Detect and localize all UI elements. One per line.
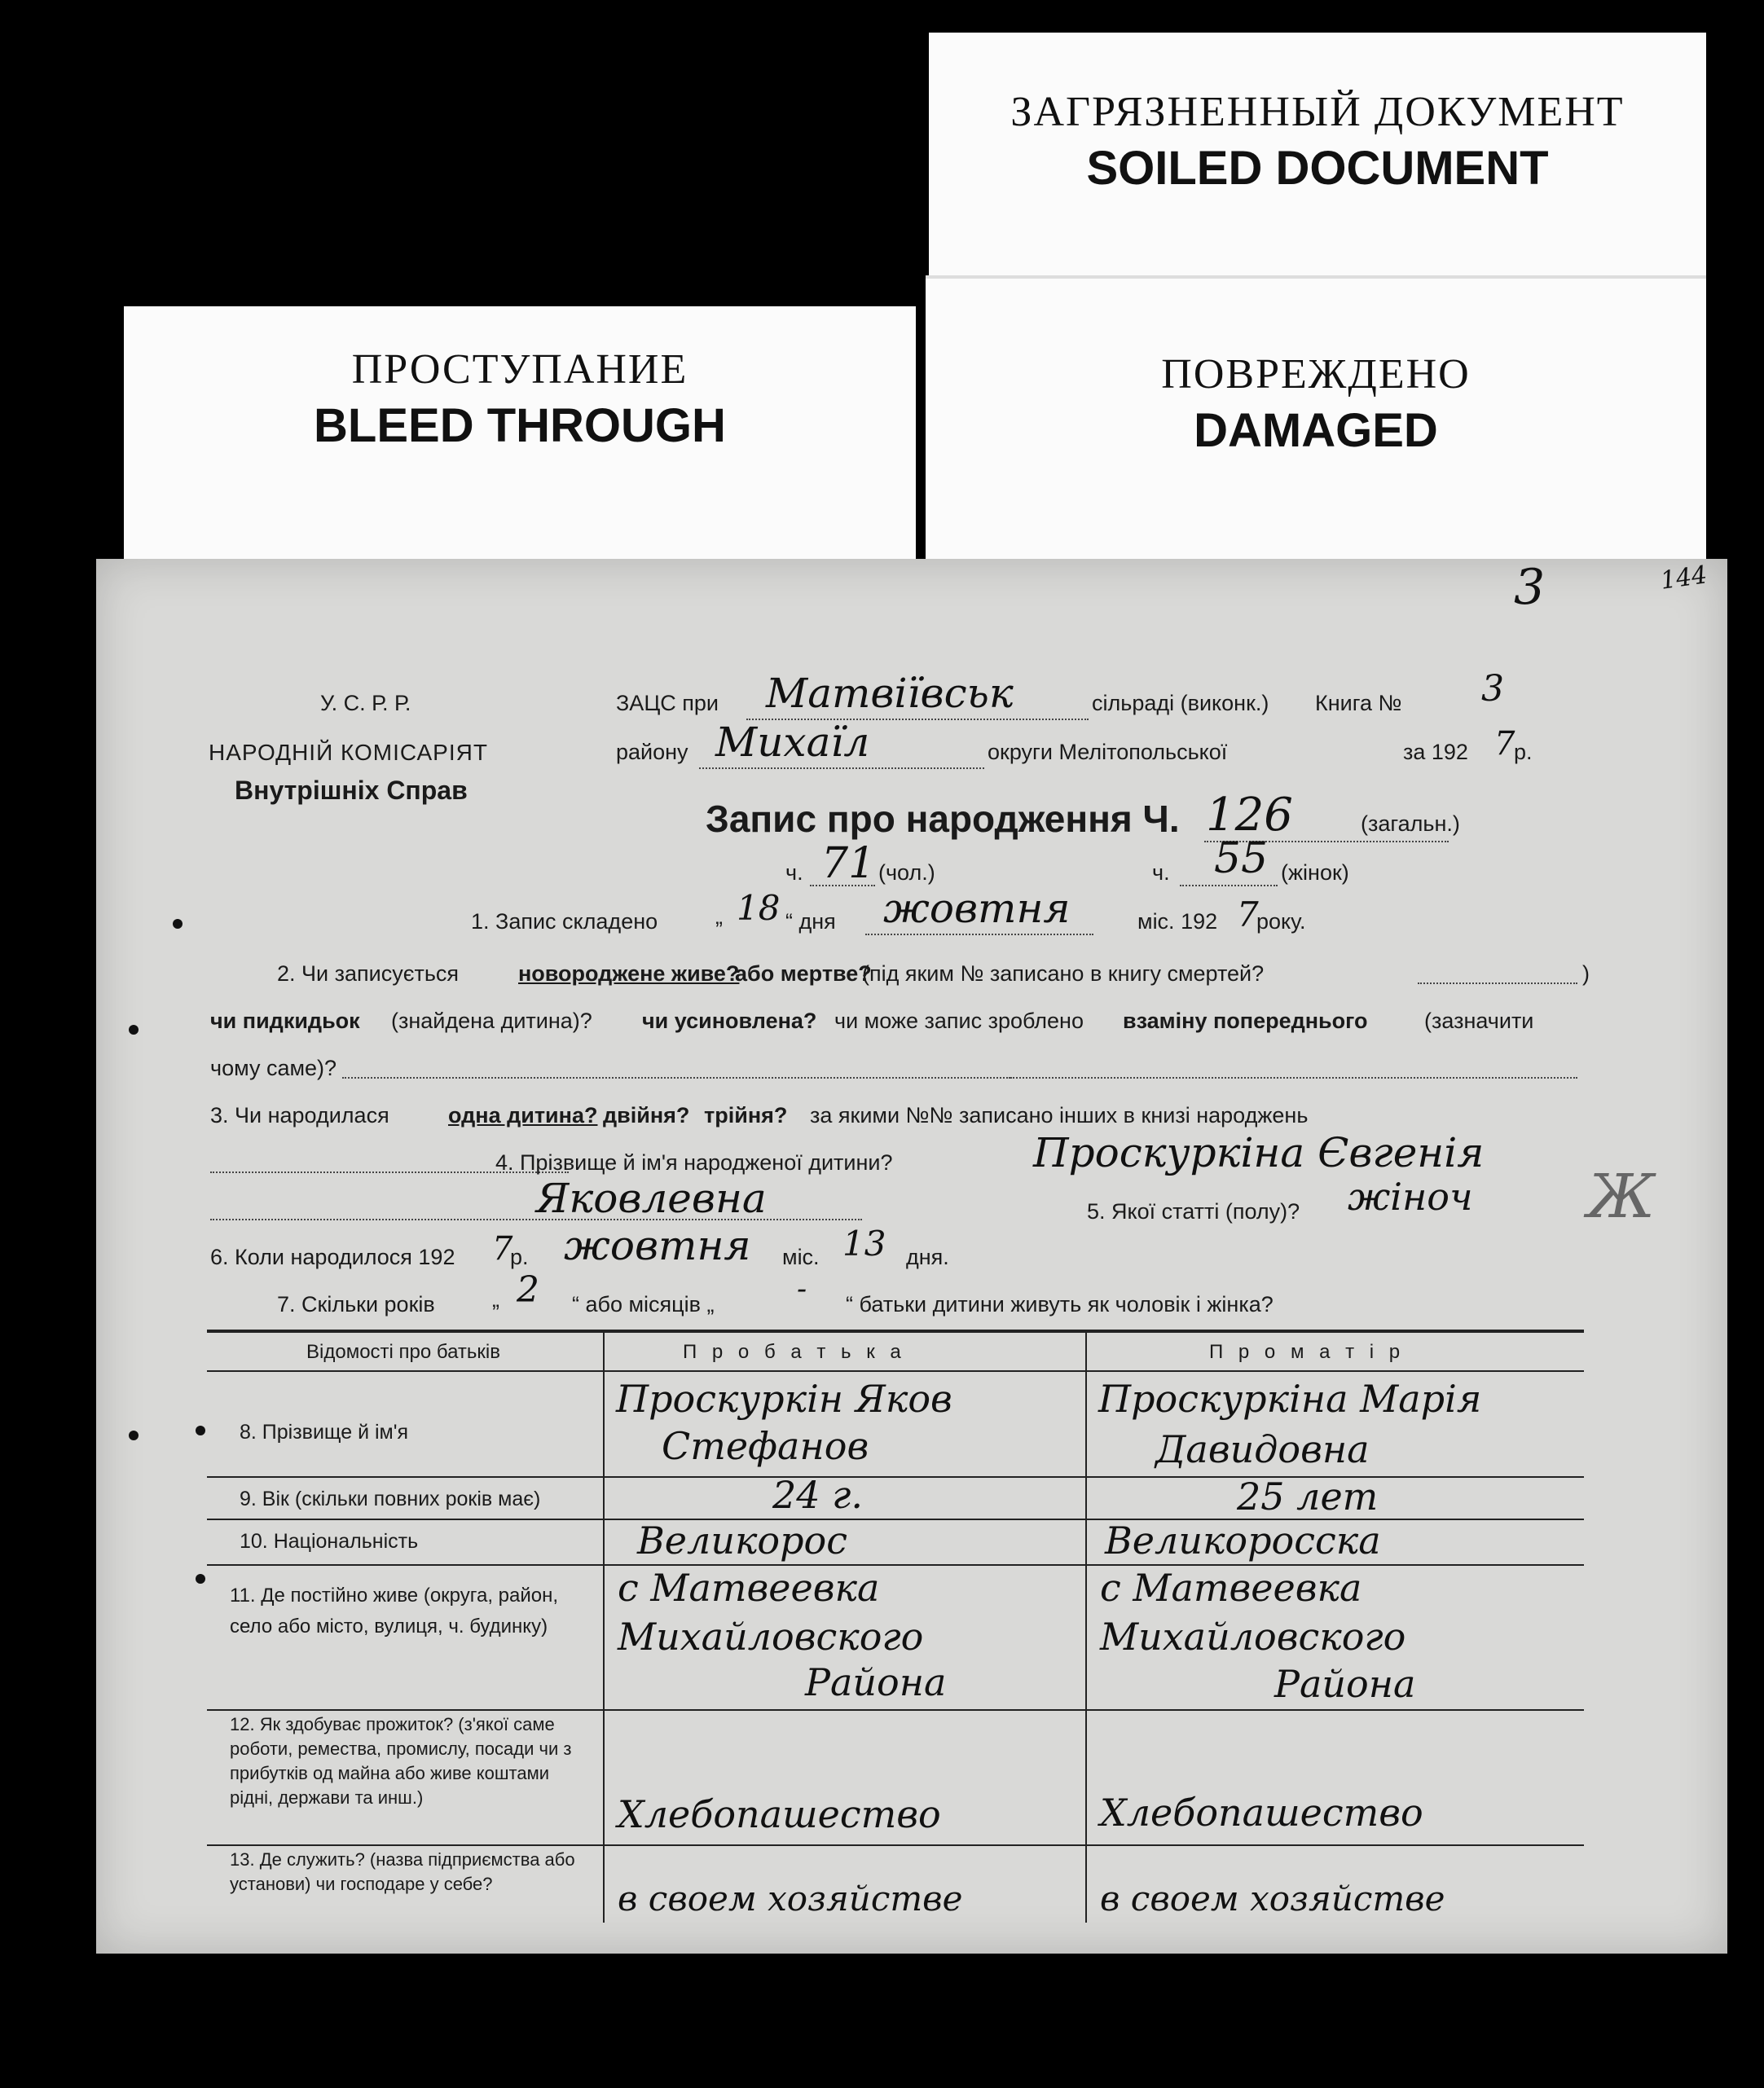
q3-one-child: одна дитина? — [448, 1103, 598, 1128]
q2-why-line-1 — [342, 1077, 1010, 1079]
q1-day-close: “ дня — [785, 909, 836, 934]
table-header-mother: П р о м а т і р — [1209, 1341, 1405, 1363]
q7-months: - — [797, 1273, 807, 1306]
q2-why: чому саме)? — [210, 1056, 337, 1080]
q7-years-open: „ — [492, 1287, 499, 1312]
row-label: 12. Як здобуває прожиток? (з'якої саме роботи, ремества, промислу, посади чи з прибутків од майна або живе коштами рідні, держави та инш.) — [230, 1714, 572, 1808]
q1-month-label: міс. 192 — [1137, 909, 1218, 934]
ussr-label: У. С. Р. Р. — [320, 691, 411, 715]
father-name-2: Стефанов — [662, 1424, 869, 1468]
male-ch: ч. — [785, 860, 803, 885]
table-divider-1 — [603, 1331, 605, 1923]
father-age: 24 г. — [772, 1473, 864, 1517]
father-nationality: Великорос — [637, 1519, 848, 1563]
q7-years: 2 — [517, 1269, 539, 1311]
q5-value: жіноч — [1348, 1175, 1473, 1219]
mother-nationality: Великоросска — [1105, 1519, 1381, 1563]
table-header-rule — [207, 1370, 1584, 1372]
table-divider-2 — [1085, 1331, 1087, 1923]
q3-numbers: за якими №№ записано інших в книзі народжень — [810, 1103, 1309, 1128]
q4-value-2: Яковлевна — [536, 1175, 767, 1222]
male-label: (чол.) — [878, 860, 935, 885]
q6-mis: міс. — [782, 1245, 820, 1269]
female-no-line — [1180, 885, 1278, 886]
q5-label: 5. Якої статті (полу)? — [1087, 1199, 1300, 1224]
q6-label: 6. Коли народилося 192 — [210, 1245, 455, 1269]
row-rule — [207, 1709, 1584, 1711]
bleed-through-card — [124, 306, 916, 575]
district-label: району — [616, 740, 688, 764]
general-label: (загальн.) — [1361, 811, 1460, 836]
q2-death-line — [1418, 982, 1577, 984]
q2-paren: ) — [1582, 961, 1590, 986]
punch-hole — [129, 1025, 139, 1035]
q1-year-suffix: року. — [1256, 909, 1306, 934]
corner-mark: 3 — [1514, 559, 1546, 616]
q1-day-open: „ — [715, 904, 723, 929]
mother-age: 25 лет — [1237, 1475, 1379, 1519]
father-residence-3: Района — [805, 1660, 947, 1704]
q1-label: 1. Запис складено — [471, 909, 658, 934]
q1-day: 18 — [737, 888, 781, 928]
year-digit: 7 — [1494, 725, 1515, 763]
punch-hole — [129, 1431, 139, 1440]
mother-residence-1: с Матвеевка — [1100, 1566, 1362, 1610]
female-label: (жінок) — [1281, 860, 1349, 885]
damaged-label-en: DAMAGED — [1194, 404, 1438, 457]
q5-margin-mark: Ж — [1587, 1162, 1656, 1232]
book-label: Книга № — [1315, 691, 1402, 715]
district-line — [699, 767, 984, 769]
q2-replacement: взаміну попереднього — [1123, 1009, 1368, 1033]
q7-years-close: “ або місяців „ — [572, 1292, 715, 1317]
q6-dnia: дня. — [906, 1245, 949, 1269]
council-label: сільраді (виконк.) — [1092, 691, 1269, 715]
q6-r: р. — [510, 1245, 529, 1269]
row-rule — [207, 1564, 1584, 1566]
damaged-label-ru: ПОВРЕЖДЕНО — [1161, 351, 1471, 398]
row-label: 11. Де постійно живе (округа, район, село або місто, вулиця, ч. будинку) — [230, 1585, 559, 1637]
q2-dead: або мертве? — [735, 961, 872, 986]
q2-specify: (зазначити — [1424, 1009, 1534, 1033]
row-rule — [207, 1844, 1584, 1846]
soiled-label-ru: ЗАГРЯЗНЕННЫЙ ДОКУМЕНТ — [1010, 89, 1625, 135]
table-header-info: Відомості про батьків — [306, 1341, 500, 1363]
punch-hole — [196, 1574, 205, 1584]
q1-month-line — [865, 934, 1093, 935]
q6-year-digit: 7 — [492, 1230, 513, 1268]
commissariat-label: НАРОДНІЙ КОМІСАРІЯТ — [209, 740, 488, 765]
record-title: Запис про народження Ч. — [706, 798, 1180, 840]
male-number: 71 — [821, 839, 876, 888]
father-residence-2: Михайловского — [618, 1615, 924, 1659]
year-suffix: р. — [1514, 740, 1533, 764]
mother-workplace: в своем хозяйстве — [1100, 1879, 1445, 1919]
book-number: 3 — [1481, 668, 1504, 710]
bleed-label-ru: ПРОСТУПАНИЕ — [351, 346, 688, 393]
female-number: 55 — [1214, 834, 1269, 883]
mother-name-1: Проскуркіна Марія — [1098, 1377, 1482, 1421]
q4-label: 4. Прізвище й ім'я народженої дитини? — [495, 1150, 893, 1175]
q6-day: 13 — [842, 1224, 886, 1264]
year-label: за 192 — [1403, 740, 1468, 764]
punch-hole — [196, 1426, 205, 1435]
q2-foundling: чи пидкидьок — [210, 1009, 360, 1033]
mother-name-2: Давидовна — [1155, 1427, 1370, 1471]
mother-residence-3: Района — [1274, 1662, 1416, 1706]
q2-found-child: (знайдена дитина)? — [391, 1009, 592, 1033]
q7-rest: “ батьки дитини живуть як чоловік і жінка? — [846, 1292, 1274, 1317]
zags-prefix: ЗАЦС при — [616, 691, 719, 715]
corner-number: 144 — [1658, 560, 1709, 596]
table-top-rule — [207, 1330, 1584, 1333]
mother-residence-2: Михайловского — [1100, 1615, 1406, 1659]
q6-month: жовтня — [564, 1222, 751, 1269]
q1-year-digit: 7 — [1237, 895, 1259, 934]
q2-adopted: чи усиновлена? — [642, 1009, 817, 1033]
q4-value-1: Проскуркіна Євгенія — [1033, 1129, 1485, 1176]
row-label: 10. Національність — [240, 1530, 419, 1553]
record-number: 126 — [1206, 789, 1293, 842]
row-label: 13. Де служить? (назва підприємства або установи) чи господаре у себе? — [230, 1849, 575, 1894]
father-name-1: Проскуркін Яков — [616, 1377, 952, 1421]
q1-month: жовтня — [883, 885, 1071, 932]
q2-death-book: (під яким № записано в книгу смертей? — [862, 961, 1265, 986]
q3-label: 3. Чи народилася — [210, 1103, 389, 1128]
bleed-label-en: BLEED THROUGH — [314, 399, 726, 452]
table-header-father: П р о б а т ь к а — [683, 1341, 906, 1363]
female-ch: ч. — [1152, 860, 1170, 885]
village-value: Матвіївськ — [766, 670, 1014, 717]
damaged-card — [926, 279, 1706, 569]
soiled-label-en: SOILED DOCUMENT — [1086, 142, 1549, 195]
q2-why-line-2 — [1010, 1077, 1577, 1079]
father-workplace: в своем хозяйстве — [618, 1879, 963, 1919]
row-label: 8. Прізвище й ім'я — [240, 1421, 409, 1444]
q7-label: 7. Скільки років — [277, 1292, 435, 1317]
q2-label-a: 2. Чи записується — [277, 961, 460, 986]
okrug-label: округи Мелітопольської — [988, 740, 1228, 764]
soiled-document-card — [929, 33, 1706, 301]
q3-twins: двійня? — [603, 1103, 690, 1128]
mother-livelihood: Хлебопашество — [1100, 1791, 1423, 1835]
q2-maybe: чи може запис зроблено — [834, 1009, 1084, 1033]
birth-record-document — [96, 559, 1727, 1954]
father-residence-1: с Матвеевка — [618, 1566, 880, 1610]
row-label: 9. Вік (скільки повних років має) — [240, 1488, 541, 1510]
punch-hole — [173, 919, 183, 929]
district-value: Михаїл — [715, 719, 870, 766]
q3-triplets: трійня? — [704, 1103, 788, 1128]
q2-alive: новороджене живе? — [518, 961, 740, 986]
internal-affairs-label: Внутрішніх Справ — [235, 776, 468, 805]
father-livelihood: Хлебопашество — [618, 1792, 941, 1836]
